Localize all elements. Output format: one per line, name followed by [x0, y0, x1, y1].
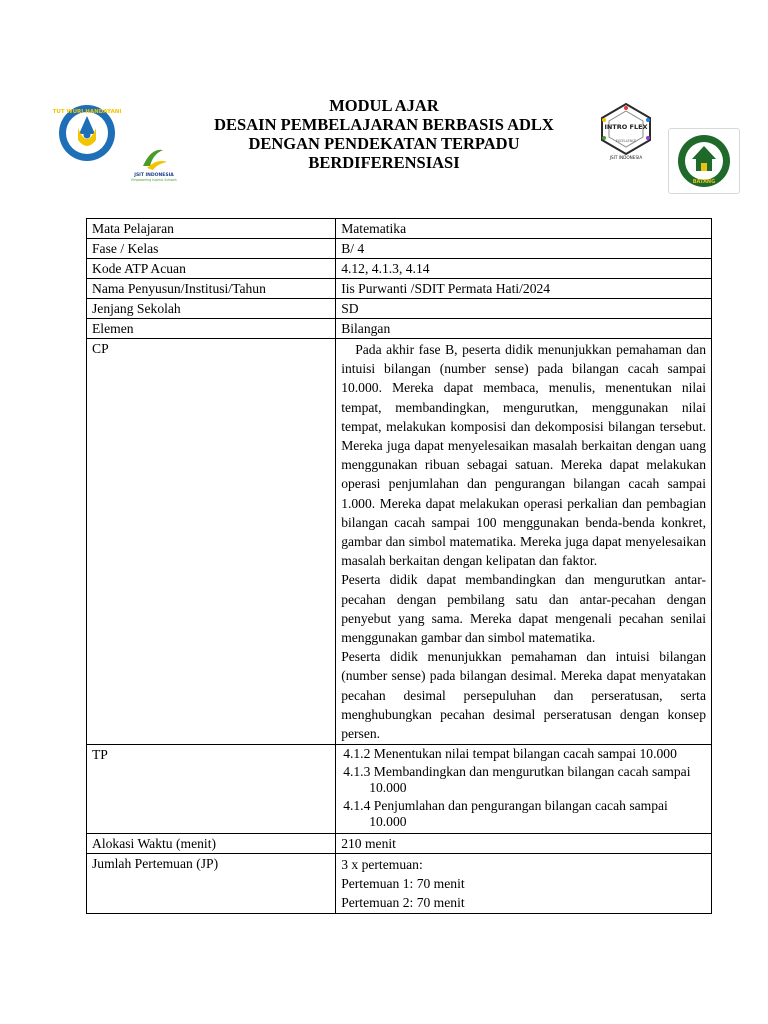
tp-item-2: 4.1.3 Membandingkan dan mengurutkan bilangan cacah sampai 10.000 [343, 763, 691, 796]
row-value: 4.12, 4.1.3, 4.14 [336, 259, 712, 279]
module-info-table [86, 218, 712, 914]
tp-row [87, 745, 712, 834]
document-title [150, 96, 618, 172]
tut-wuri-label: TUT WURI HANDAYANI [52, 109, 122, 115]
cp-content [336, 339, 712, 745]
alokasi-label: Alokasi Waktu (menit) [87, 833, 336, 853]
cp-paragraph-1: Pada akhir fase B, peserta didik menunjukkan pemahaman dan intuisi bilangan (number sense) pada bilangan cacah sampai 10.000. Mereka dapat membaca, menulis, menentukan nilai tempat, membandingkan, mengurutkan, menggunakan nilai tempat, melakukan komposisi dan dekomposisi bilangan tersebut. Mereka juga dapat menyelesaikan masalah berkaitan dengan uang menggunakan ribuan sebagai satuan. Mereka dapat melakukan operasi penjumlahan dan pengurangan bilangan cacah sampai 1.000. Mereka dapat melakukan operasi perkalian dan pembagian bilangan cacah sampai 100 menggunakan benda-benda konkret, gambar dan simbol matematika. Mereka juga dapat menyelesaikan masalah berkaitan dengan kelipatan dan faktor. [341, 342, 706, 569]
cp-paragraph-3: Peserta didik menunjukkan pemahaman dan intuisi bilangan (number sense) pada bilangan desimal. Mereka dapat menyatakan pecahan desimal persepuluhan dan perseratusan, serta menghubungkan pecahan desimal perseratusan dengan konsep persen. [341, 649, 706, 742]
row-label: Fase / Kelas [87, 239, 336, 259]
intro-flex-sub: EXCELLENCE [615, 139, 637, 143]
tp-label: TP [87, 745, 336, 834]
row-label: Nama Penyusun/Institusi/Tahun [87, 279, 336, 299]
table-row [87, 319, 712, 339]
cp-row [87, 339, 712, 745]
row-label: Jenjang Sekolah [87, 299, 336, 319]
tut-wuri-handayani-logo [52, 104, 122, 162]
tp-item-1: 4.1.2 Menentukan nilai tempat bilangan cacah sampai 10.000 [343, 746, 677, 762]
alokasi-value: 210 menit [336, 833, 712, 853]
jsit-tagline: Empowering Islamic Schools [131, 178, 177, 182]
jp-line-3: Pertemuan 2: 70 menit [341, 894, 465, 910]
row-value: Iis Purwanti /SDIT Permata Hati/2024 [336, 279, 712, 299]
jp-line-2: Pertemuan 1: 70 menit [341, 875, 465, 891]
jp-label: Jumlah Pertemuan (JP) [87, 853, 336, 913]
intro-flex-logo [594, 100, 658, 160]
row-value: SD [336, 299, 712, 319]
jp-content [336, 853, 712, 913]
table-row [87, 279, 712, 299]
alokasi-row [87, 833, 712, 853]
row-label: Mata Pelajaran [87, 219, 336, 239]
table-row [87, 239, 712, 259]
row-label: Elemen [87, 319, 336, 339]
title-line-2: DESAIN PEMBELAJARAN BERBASIS ADLX [214, 115, 554, 134]
table-row [87, 259, 712, 279]
table-row [87, 219, 712, 239]
tp-content [336, 745, 712, 834]
row-label: Kode ATP Acuan [87, 259, 336, 279]
tp-item-3: 4.1.4 Penjumlahan dan pengurangan bilangan cacah sampai 10.000 [343, 797, 668, 830]
row-value: B/ 4 [336, 239, 712, 259]
table-row [87, 299, 712, 319]
cp-label: CP [87, 339, 336, 745]
jsit-indonesia-logo [133, 142, 175, 184]
cp-paragraph-2: Peserta didik dapat membandingkan dan mengurutkan antar-pecahan dengan pembilang satu dan antar-pecahan dengan penyebut yang sama. Mereka dapat mengenali pecahan senilai menggunakan gambar dan simbol matematika. [341, 572, 706, 646]
intro-flex-label: INTRO FLEX [604, 123, 648, 131]
row-value: Matematika [336, 219, 712, 239]
title-line-3: DENGAN PENDEKATAN TERPADU [248, 134, 520, 153]
title-line-4: BERDIFERENSIASI [308, 153, 460, 172]
intro-flex-bottom: JSIT INDONESIA [609, 155, 643, 160]
batang-logo [668, 128, 740, 194]
jsit-label: JSIT INDONESIA [134, 173, 174, 178]
row-value: Bilangan [336, 319, 712, 339]
title-line-1: MODUL AJAR [329, 96, 439, 115]
jp-line-1: 3 x pertemuan: [341, 856, 423, 872]
batang-label: BATANG [692, 179, 716, 185]
jp-row [87, 853, 712, 913]
